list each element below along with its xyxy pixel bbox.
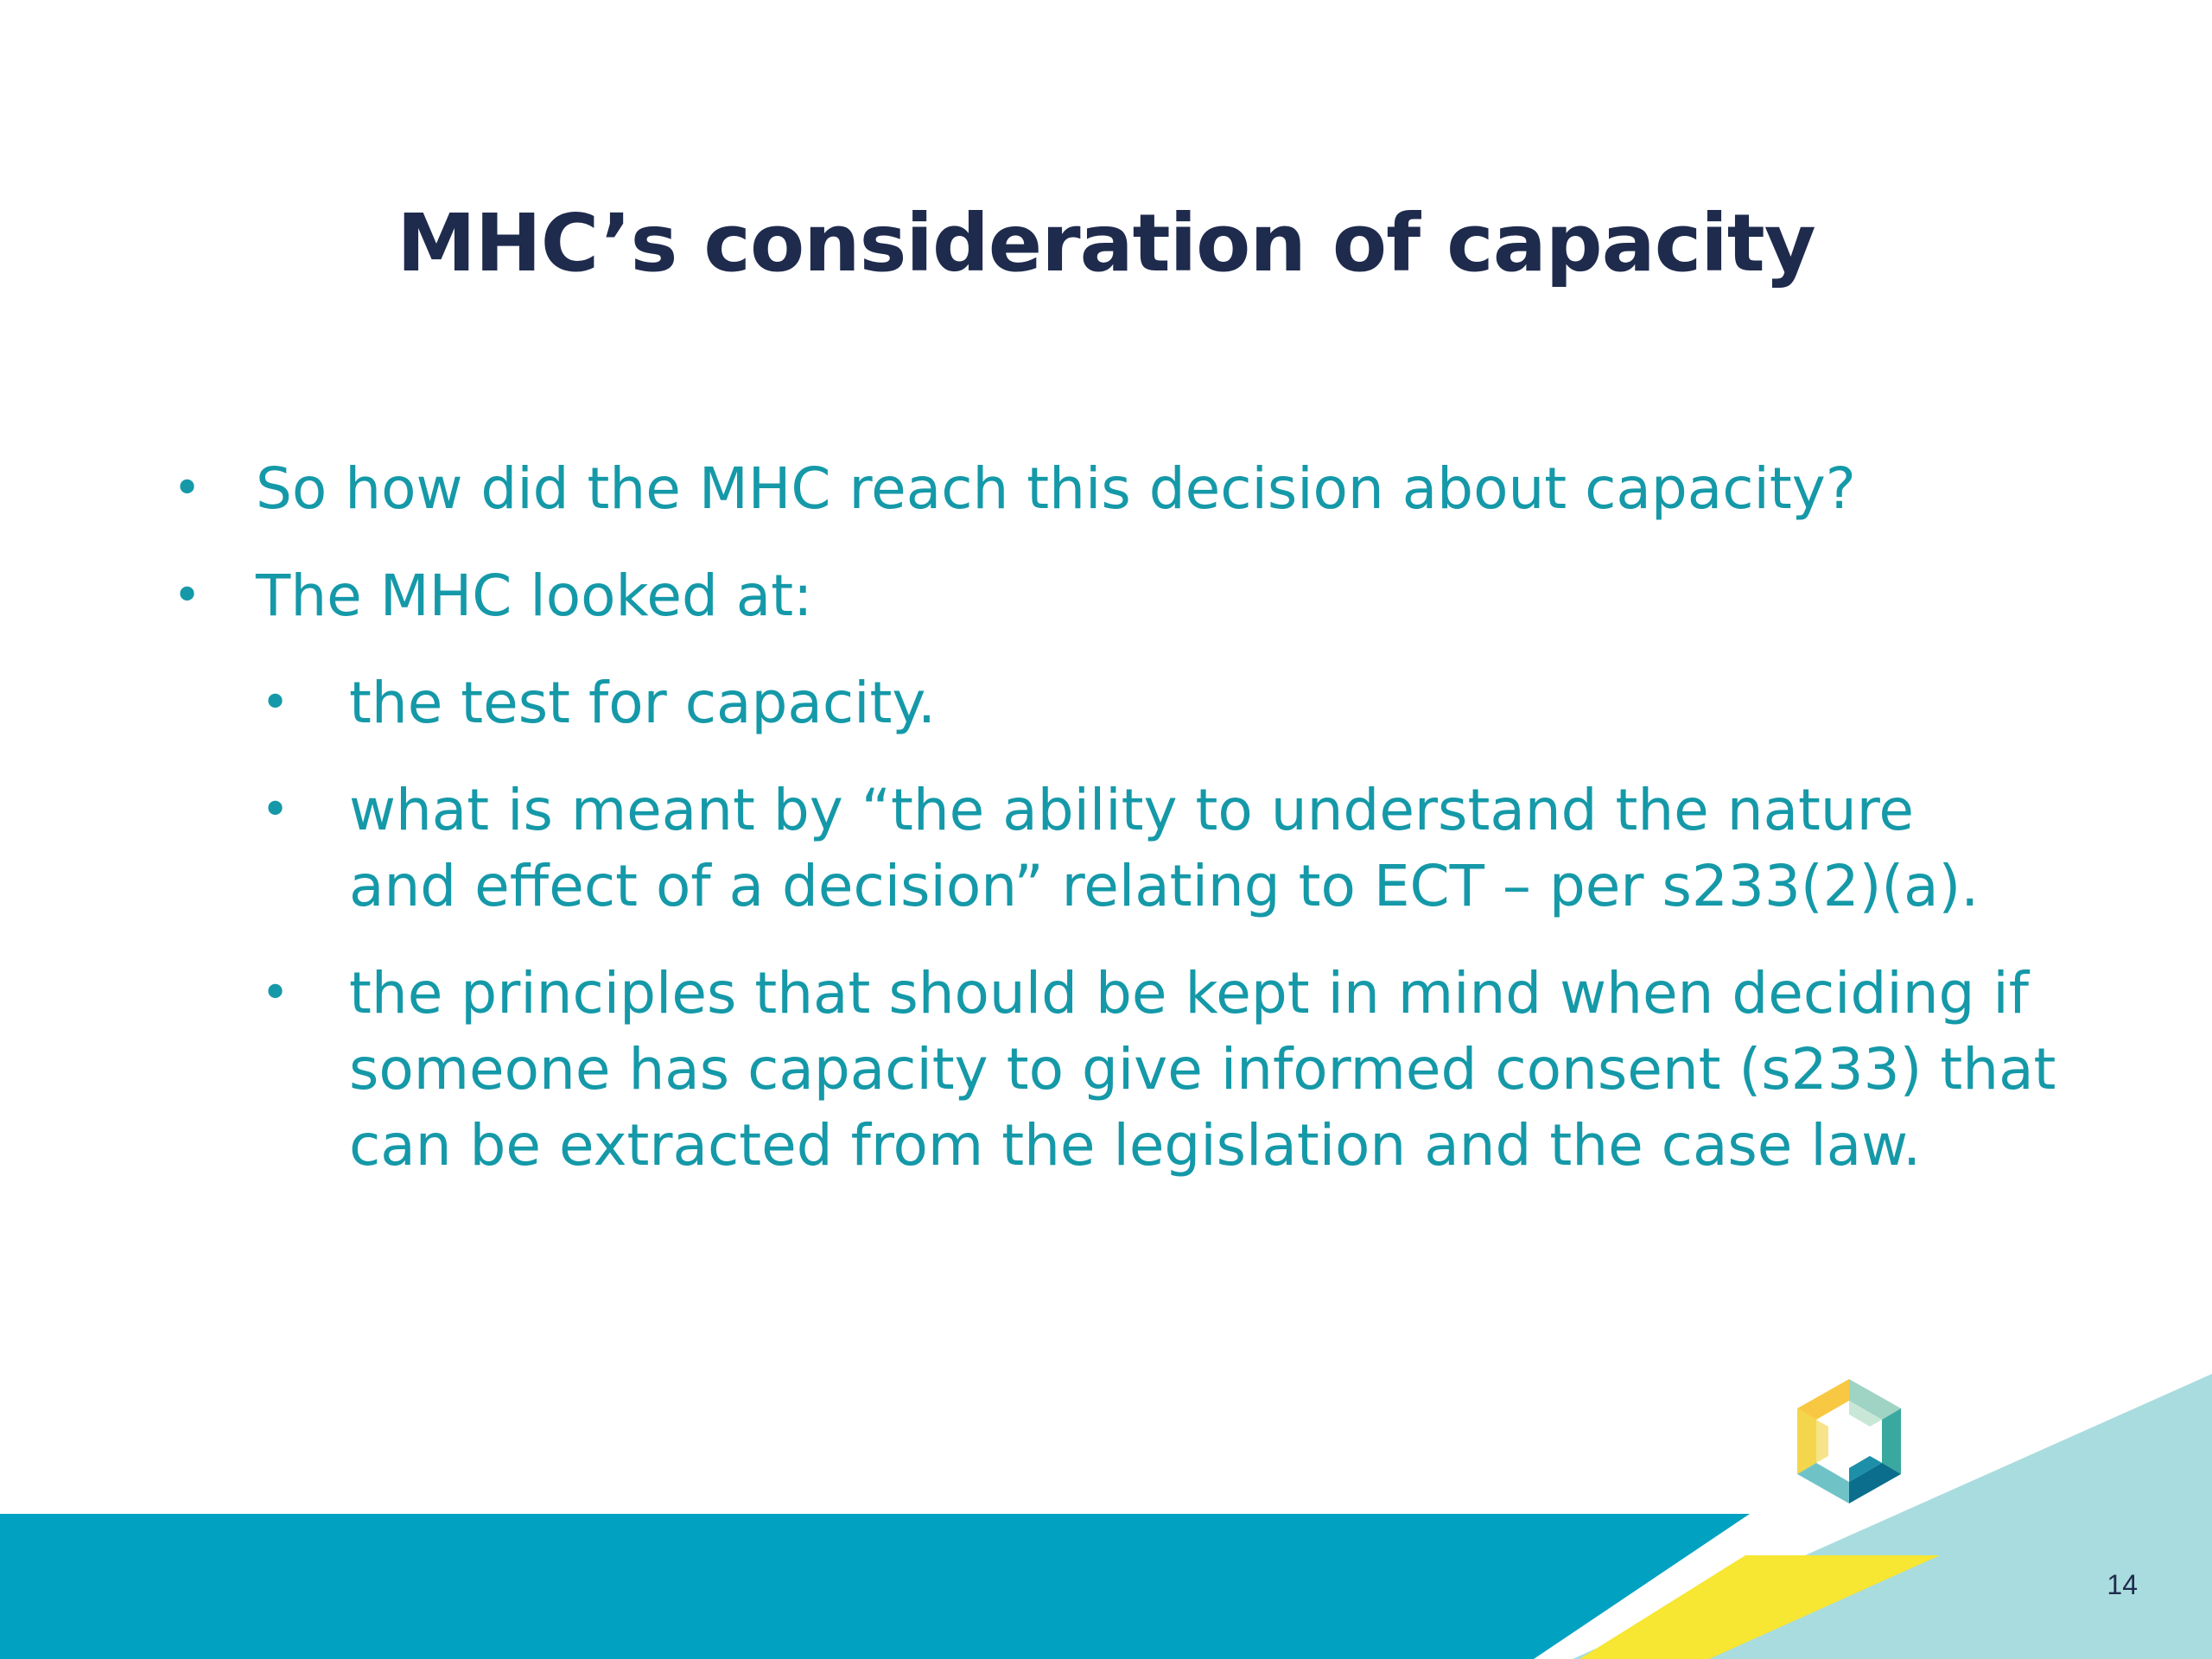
- bullet-marker: •: [173, 461, 202, 517]
- teal-band-shape: [0, 1514, 1750, 1659]
- hexagon-logo-icon: [1780, 1372, 1918, 1519]
- bullet-item: The MHC looked at:: [256, 563, 813, 629]
- bullet-item: So how did the MHC reach this decision about capacity?: [256, 455, 1856, 522]
- sub-bullet-marker: •: [261, 965, 290, 1021]
- sub-bullet-marker: •: [261, 675, 290, 731]
- sub-bullet-item: what is meant by “the ability to understand the nature and effect of a decision” relating to ECT – per s233(2)(a).: [349, 777, 1980, 919]
- slide-title: MHC’s consideration of capacity: [397, 197, 1815, 289]
- page-number: 14: [2107, 1569, 2138, 1600]
- sub-bullet-marker: •: [261, 782, 290, 838]
- bullet-marker: •: [173, 568, 202, 624]
- sub-bullet-item: the test for capacity.: [349, 670, 936, 736]
- sub-bullet-item: the principles that should be kept in mind when deciding if someone has capacity to give informed consent (s233) that can be extracted from the legislation and the case law.: [349, 960, 2056, 1179]
